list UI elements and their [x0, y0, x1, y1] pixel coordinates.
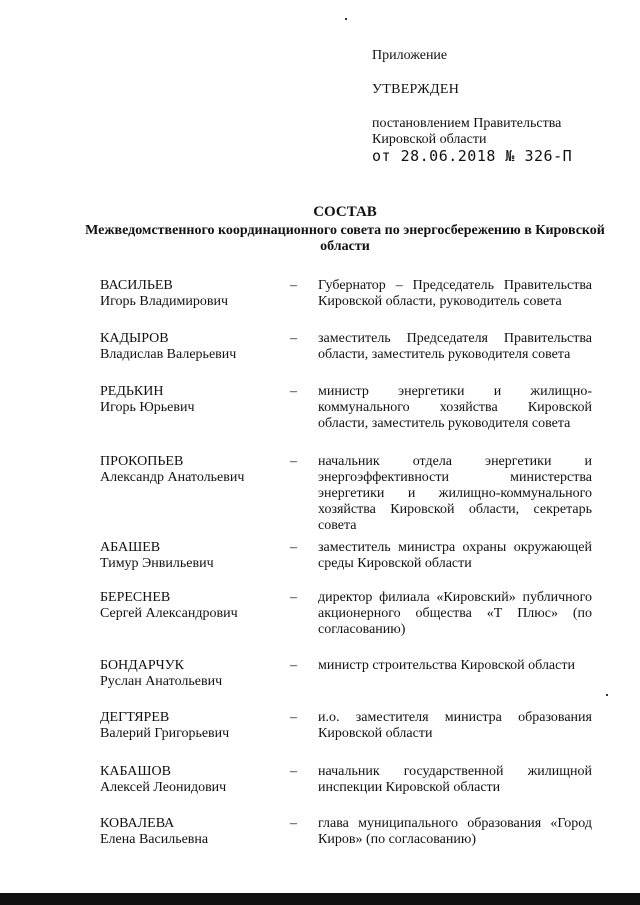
title-sub: Межведомственного координационного совета по энергосбережению в Кировской области: [85, 223, 605, 254]
member-dash: –: [290, 278, 297, 293]
member-row: [100, 658, 592, 690]
member-role: министр энергетики и жилищно-коммунального хозяйства Кировской области, заместитель руководителя совета: [318, 384, 592, 431]
member-dash: –: [290, 658, 297, 673]
member-surname: КАДЫРОВ: [100, 331, 169, 346]
member-name: [100, 710, 290, 742]
member-surname: БЕРЕСНЕВ: [100, 590, 171, 605]
member-name: [100, 816, 290, 848]
document-title: [60, 204, 630, 255]
member-dash: –: [290, 816, 297, 831]
member-given-name: Игорь Юрьевич: [100, 400, 195, 415]
approved-label: УТВЕРЖДЕН: [372, 82, 460, 97]
member-dash: –: [290, 540, 297, 555]
member-role: министр строительства Кировской области: [318, 658, 575, 673]
approval-block: [372, 48, 602, 164]
member-given-name: Елена Васильевна: [100, 832, 209, 847]
member-row: [100, 278, 592, 310]
decree-line-1: постановлением Правительства: [372, 116, 562, 131]
member-role: и.о. заместителя министра образования Кировской области: [318, 710, 592, 741]
member-row: [100, 816, 592, 848]
member-given-name: Игорь Владимирович: [100, 294, 229, 309]
decree-date-number: от 28.06.2018 № 326-П: [372, 147, 573, 165]
title-main: СОСТАВ: [313, 204, 377, 220]
member-role: заместитель Председателя Правительства области, заместитель руководителя совета: [318, 331, 592, 362]
member-name: [100, 658, 290, 690]
member-surname: ПРОКОПЬЕВ: [100, 454, 184, 469]
member-row: [100, 590, 592, 638]
member-role: Губернатор – Председатель Правительства Кировской области, руководитель совета: [318, 278, 592, 309]
scan-edge: [0, 893, 640, 905]
member-surname: КОВАЛЕВА: [100, 816, 175, 831]
member-dash: –: [290, 590, 297, 605]
member-row: [100, 540, 592, 572]
member-row: [100, 384, 592, 432]
appendix-label: Приложение: [372, 48, 448, 63]
member-name: [100, 764, 290, 796]
member-given-name: Владислав Валерьевич: [100, 347, 237, 362]
member-given-name: Сергей Александрович: [100, 606, 238, 621]
member-role: заместитель министра охраны окружающей среды Кировской области: [318, 540, 592, 571]
member-given-name: Алексей Леонидович: [100, 780, 227, 795]
member-dash: –: [290, 384, 297, 399]
member-surname: БОНДАРЧУК: [100, 658, 184, 673]
member-name: [100, 384, 290, 432]
member-name: [100, 590, 290, 638]
member-given-name: Валерий Григорьевич: [100, 726, 230, 741]
member-given-name: Руслан Анатольевич: [100, 674, 223, 689]
member-given-name: Тимур Энвильевич: [100, 556, 214, 571]
member-surname: АБАШЕВ: [100, 540, 161, 555]
member-dash: –: [290, 331, 297, 346]
member-role: глава муниципального образования «Город Киров» (по согласованию): [318, 816, 592, 847]
member-name: [100, 331, 290, 363]
decree-line-2: Кировской области: [372, 132, 487, 147]
member-row: [100, 454, 592, 534]
member-row: [100, 764, 592, 796]
member-surname: ДЕГТЯРЕВ: [100, 710, 170, 725]
member-dash: –: [290, 764, 297, 779]
member-role: начальник отдела энергетики и энергоэффективности министерства энергетики и жилищно-коммунального хозяйства Кировской области, секретарь совета: [318, 454, 592, 533]
member-given-name: Александр Анатольевич: [100, 470, 245, 485]
member-role: директор филиала «Кировский» публичного акционерного общества «Т Плюс» (по согласованию): [318, 590, 592, 637]
member-surname: ВАСИЛЬЕВ: [100, 278, 173, 293]
member-role: начальник государственной жилищной инспекции Кировской области: [318, 764, 592, 795]
scan-dot: [345, 18, 347, 20]
member-surname: РЕДЬКИН: [100, 384, 164, 399]
member-row: [100, 331, 592, 363]
member-dash: –: [290, 710, 297, 725]
member-row: [100, 710, 592, 742]
member-name: [100, 278, 290, 310]
member-name: [100, 540, 290, 572]
member-dash: –: [290, 454, 297, 469]
member-surname: КАБАШОВ: [100, 764, 171, 779]
scan-dot: [606, 694, 608, 696]
member-name: [100, 454, 290, 534]
